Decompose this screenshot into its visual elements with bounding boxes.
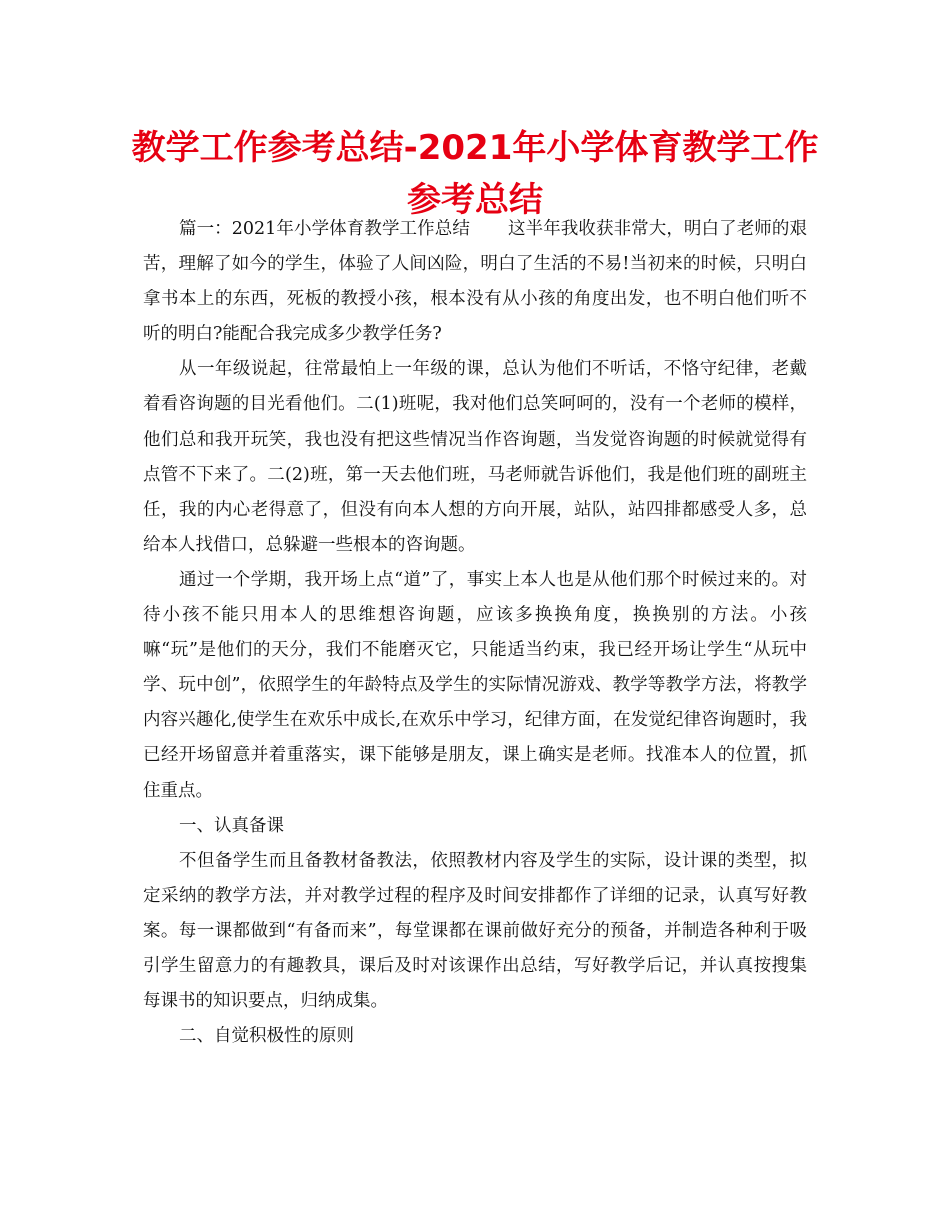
paragraph-1: [143, 212, 807, 352]
section-heading-1: 一、认真备课: [179, 815, 284, 836]
paragraph-1-lead: 篇一：2021年小学体育教学工作总结: [179, 219, 470, 239]
paragraph-1-text: 这半年我收获非常大，明白了老师的艰苦，理解了如今的学生，体验了人间凶险，明白了生活的不易!当初来的时候，只明白拿书本上的东西，死板的教授小孩，根本没有从小孩的角度出发，也不明白他们听不听的明白?能配合我完成多少教学任务?: [143, 219, 807, 345]
document-title: 教学工作参考总结-2021年小学体育教学工作参考总结: [131, 128, 819, 220]
section-heading-2: 二、自觉积极性的原则: [179, 1026, 354, 1047]
paragraph-4: 不但备学生而且备教材备教法，依照教材内容及学生的实际，设计课的类型，拟定采纳的教学方法，并对教学过程的程序及时间安排都作了详细的记录，认真写好教案。每一课都做到“有备而来”，每堂课都在课前做好充分的预备，并制造各种利于吸引学生留意力的有趣教具，课后及时对该课作出总结，写好教学后记，并认真按搜集每课书的知识要点，归纳成集。: [143, 850, 807, 1012]
document-body: [143, 212, 807, 1054]
paragraph-2: 从一年级说起，往常最怕上一年级的课，总认为他们不听话，不恪守纪律，老戴着看咨询题的目光看他们。二(1)班呢，我对他们总笑呵呵的，没有一个老师的模样，他们总和我开玩笑，我也没有把这些情况当作咨询题，当发觉咨询题的时候就觉得有点管不下来了。二(2)班，第一天去他们班，马老师就告诉他们，我是他们班的副班主任，我的内心老得意了，但没有向本人想的方向开展，站队，站四排都感受人多，总给本人找借口，总躲避一些根本的咨询题。: [143, 359, 807, 555]
paragraph-3: 通过一个学期，我开场上点“道”了，事实上本人也是从他们那个时候过来的。对待小孩不能只用本人的思维想咨询题，应该多换换角度，换换别的方法。小孩嘛“玩”是他们的天分，我们不能磨灭它，只能适当约束，我已经开场让学生“从玩中学、玩中创”，依照学生的年龄特点及学生的实际情况游戏、教学等教学方法，将教学内容兴趣化,使学生在欢乐中成长,在欢乐中学习，纪律方面，在发觉纪律咨询题时，我已经开场留意并着重落实，课下能够是朋友，课上确实是老师。找准本人的位置，抓住重点。: [143, 569, 807, 801]
